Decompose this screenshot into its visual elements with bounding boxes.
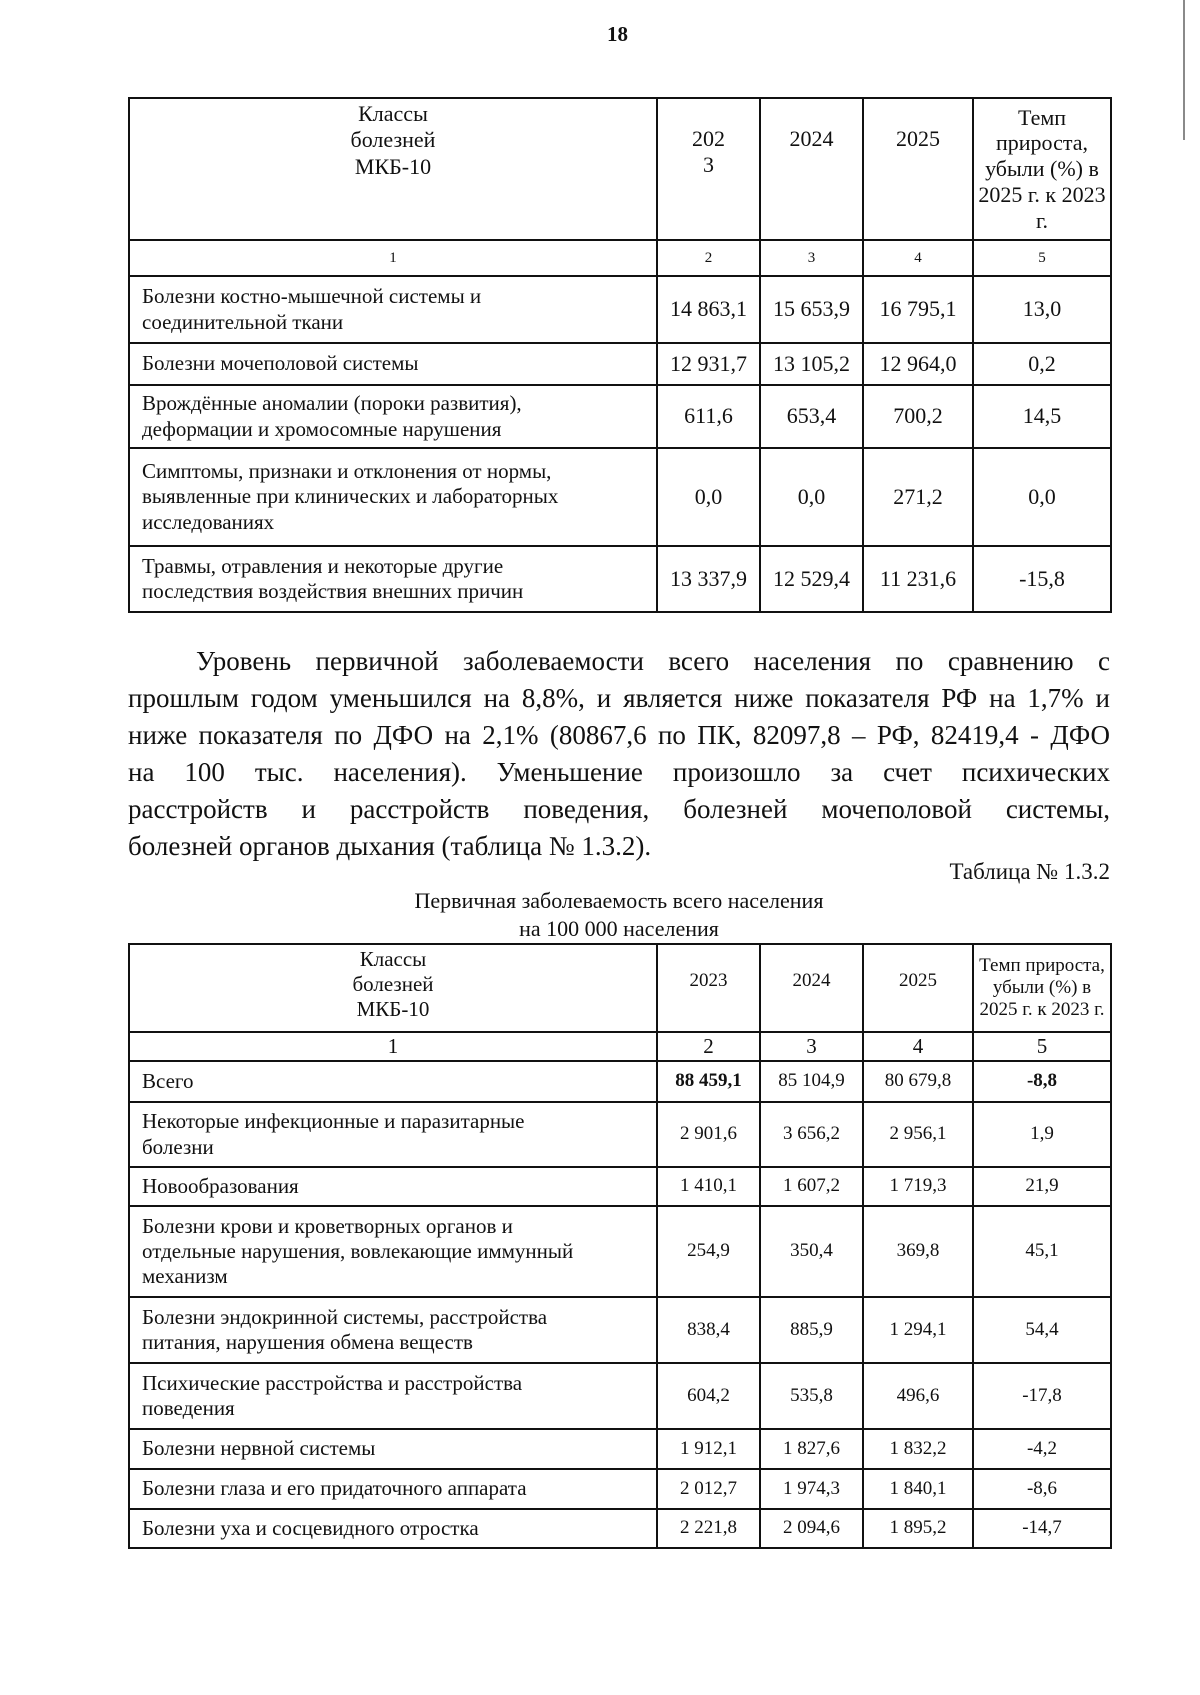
cell-2023: 0,0 — [657, 448, 760, 546]
header-year-2025: 2025 — [863, 944, 973, 1032]
table-row — [129, 1363, 1111, 1429]
column-number: 5 — [973, 1032, 1111, 1061]
name-line: Болезни эндокринной системы, расстройства — [142, 1304, 548, 1329]
header-year-2025: 2025 — [863, 98, 973, 240]
paragraph-line: расстройств и расстройств поведения, болезней мочеполовой системы, — [128, 794, 1110, 824]
row-class-name — [129, 276, 657, 343]
header-growth-rate — [973, 944, 1111, 1032]
name-line: Врождённые аномалии (пороки развития), — [142, 391, 522, 416]
name-line: Новообразования — [142, 1173, 299, 1198]
cell-rate: 45,1 — [973, 1206, 1111, 1297]
cell-2023: 13 337,9 — [657, 546, 760, 612]
cell-rate: -17,8 — [973, 1363, 1111, 1429]
column-number: 4 — [863, 240, 973, 276]
header-line: Классы — [358, 101, 428, 126]
cell-rate: 1,9 — [973, 1102, 1111, 1167]
column-number: 1 — [129, 1032, 657, 1061]
cell-rate: -14,7 — [973, 1509, 1111, 1548]
cell-2025: 1 719,3 — [863, 1167, 973, 1206]
cell-2025: 496,6 — [863, 1363, 973, 1429]
cell-2023: 2 012,7 — [657, 1469, 760, 1509]
name-line: Болезни мочеполовой системы — [142, 351, 419, 376]
header-line: болезней — [352, 972, 434, 997]
name-line: болезни — [142, 1134, 214, 1159]
name-line: Болезни уха и сосцевидного отростка — [142, 1515, 479, 1540]
header-line: Темп прироста, — [979, 955, 1105, 977]
header-line: прироста, — [995, 130, 1088, 156]
name-line: питания, нарушения обмена веществ — [142, 1330, 473, 1354]
name-line: последствия воздействия внешних причин — [142, 579, 524, 603]
column-number: 2 — [657, 240, 760, 276]
caption-line: на 100 000 населения — [519, 916, 719, 941]
cell-2025: 1 294,1 — [863, 1297, 973, 1363]
cell-2025: 1 840,1 — [863, 1469, 973, 1509]
table-row — [129, 1509, 1111, 1548]
table-primary-morbidity — [128, 943, 1112, 1549]
cell-rate: 54,4 — [973, 1297, 1111, 1363]
table-row — [129, 276, 1111, 343]
header-line: Классы — [359, 947, 427, 971]
table-row — [129, 1061, 1111, 1102]
cell-2024: 535,8 — [760, 1363, 863, 1429]
cell-2024: 13 105,2 — [760, 343, 863, 385]
row-class-name — [129, 1102, 657, 1167]
table-row — [129, 1297, 1111, 1363]
cell-2024: 1 827,6 — [760, 1429, 863, 1469]
cell-2024: 653,4 — [760, 385, 863, 448]
table-row — [129, 448, 1111, 546]
row-class-name — [129, 1167, 657, 1206]
row-class-name — [129, 1206, 657, 1297]
column-number: 1 — [129, 240, 657, 276]
cell-2025: 700,2 — [863, 385, 973, 448]
cell-2025: 1 832,2 — [863, 1429, 973, 1469]
table-row — [129, 1102, 1111, 1167]
name-line: механизм — [142, 1264, 228, 1289]
header-growth-rate — [973, 98, 1111, 240]
cell-2023: 838,4 — [657, 1297, 760, 1363]
header-line: 3 — [703, 152, 714, 177]
table-row — [129, 546, 1111, 612]
header-disease-class — [129, 98, 657, 240]
table-disease-classes-continued — [128, 97, 1112, 613]
cell-2023: 14 863,1 — [657, 276, 760, 343]
cell-2024: 1 607,2 — [760, 1167, 863, 1206]
cell-2024: 2 094,6 — [760, 1509, 863, 1548]
name-line: Болезни глаза и его придаточного аппарата — [142, 1476, 527, 1501]
name-line: соединительной ткани — [142, 309, 344, 334]
cell-rate: 14,5 — [973, 385, 1111, 448]
table-row — [129, 343, 1111, 385]
cell-2024: 350,4 — [760, 1206, 863, 1297]
table-row — [129, 1206, 1111, 1297]
cell-2023: 1 912,1 — [657, 1429, 760, 1469]
table-label: Таблица № 1.3.2 — [949, 859, 1110, 884]
cell-2023: 611,6 — [657, 385, 760, 448]
row-class-name — [129, 1363, 657, 1429]
header-year-2023: 2023 — [657, 944, 760, 1032]
header-year-2023 — [657, 98, 760, 240]
cell-2025: 12 964,0 — [863, 343, 973, 385]
table-row — [129, 1429, 1111, 1469]
name-line: деформации и хромосомные нарушения — [142, 416, 502, 441]
column-number: 4 — [863, 1032, 973, 1061]
paragraph-line: Уровень первичной заболеваемости всего населения по сравнению с — [196, 646, 1110, 676]
column-number-row — [129, 240, 1111, 276]
table-header-row — [129, 944, 1111, 1032]
row-class-name — [129, 385, 657, 448]
header-line: болезней — [350, 127, 436, 153]
body-paragraph — [128, 643, 1110, 865]
cell-2023: 12 931,7 — [657, 343, 760, 385]
name-line: исследованиях — [142, 509, 275, 534]
caption-line: Первичная заболеваемость всего населения — [414, 888, 824, 913]
table-row — [129, 1167, 1111, 1206]
row-class-name — [129, 1469, 657, 1509]
row-class-name — [129, 1509, 657, 1548]
table-header-row — [129, 98, 1111, 240]
cell-2024: 12 529,4 — [760, 546, 863, 612]
cell-2024: 885,9 — [760, 1297, 863, 1363]
header-year-2024: 2024 — [760, 98, 863, 240]
cell-2024: 15 653,9 — [760, 276, 863, 343]
name-line: выявленные при клинических и лабораторных — [142, 484, 559, 509]
cell-2024: 85 104,9 — [760, 1061, 863, 1102]
cell-rate: -8,6 — [973, 1469, 1111, 1509]
cell-rate: -15,8 — [973, 546, 1111, 612]
cell-2025: 1 895,2 — [863, 1509, 973, 1548]
column-number: 5 — [973, 240, 1111, 276]
cell-2025: 271,2 — [863, 448, 973, 546]
cell-2023: 1 410,1 — [657, 1167, 760, 1206]
column-number: 3 — [760, 240, 863, 276]
cell-2023: 604,2 — [657, 1363, 760, 1429]
column-number: 3 — [760, 1032, 863, 1061]
cell-2023: 254,9 — [657, 1206, 760, 1297]
header-line: 2025 г. к 2023 — [978, 181, 1106, 207]
column-number: 2 — [657, 1032, 760, 1061]
name-line: отдельные нарушения, вовлекающие иммунный — [142, 1238, 574, 1263]
name-line: Болезни крови и кроветворных органов и — [142, 1213, 513, 1238]
paragraph-line: прошлым годом уменьшился на 8,8%, и является ниже показателя РФ на 1,7% и — [128, 683, 1110, 713]
cell-2025: 2 956,1 — [863, 1102, 973, 1167]
cell-rate: 0,0 — [973, 448, 1111, 546]
header-line: Темп — [1017, 104, 1067, 130]
name-line: Всего — [142, 1068, 194, 1093]
cell-rate: 13,0 — [973, 276, 1111, 343]
header-line: г. — [1035, 207, 1049, 233]
name-line: поведения — [142, 1396, 235, 1420]
header-year-2024: 2024 — [760, 944, 863, 1032]
name-line: Болезни нервной системы — [142, 1436, 376, 1461]
cell-2025: 16 795,1 — [863, 276, 973, 343]
cell-2024: 1 974,3 — [760, 1469, 863, 1509]
name-line: Психические расстройства и расстройства — [142, 1370, 523, 1395]
header-line: 2025 г. к 2023 г. — [979, 998, 1105, 1020]
table-row — [129, 385, 1111, 448]
cell-2023: 2 901,6 — [657, 1102, 760, 1167]
cell-2024: 0,0 — [760, 448, 863, 546]
cell-2023: 2 221,8 — [657, 1509, 760, 1548]
name-line: Некоторые инфекционные и паразитарные — [142, 1109, 525, 1134]
cell-2023: 88 459,1 — [657, 1061, 760, 1102]
cell-2024: 3 656,2 — [760, 1102, 863, 1167]
name-line: Болезни костно-мышечной системы и — [142, 284, 482, 309]
row-class-name — [129, 1429, 657, 1469]
header-line: убыли (%) в — [992, 977, 1092, 999]
paragraph-line: ниже показателя по ДФО на 2,1% (80867,6 по ПК, 82097,8 – РФ, 82419,4 - ДФО — [128, 720, 1110, 750]
header-disease-class — [129, 944, 657, 1032]
cell-rate: 21,9 — [973, 1167, 1111, 1206]
table-caption — [128, 887, 1110, 943]
paragraph-line: болезней органов дыхания (таблица № 1.3.2). — [128, 831, 652, 861]
column-number-row — [129, 1032, 1111, 1061]
row-class-name — [129, 448, 657, 546]
scan-page-edge — [1183, 0, 1185, 140]
header-line: убыли (%) в — [985, 156, 1099, 182]
row-class-name — [129, 343, 657, 385]
name-line: Травмы, отравления и некоторые другие — [142, 553, 504, 578]
row-class-name — [129, 1297, 657, 1363]
cell-2025: 80 679,8 — [863, 1061, 973, 1102]
paragraph-line: на 100 тыс. населения). Уменьшение произошло за счет психических — [128, 757, 1110, 787]
cell-2025: 11 231,6 — [863, 546, 973, 612]
cell-2025: 369,8 — [863, 1206, 973, 1297]
table-row — [129, 1469, 1111, 1509]
row-class-name — [129, 1061, 657, 1102]
header-line: 202 — [692, 125, 725, 151]
header-line: МКБ-10 — [354, 153, 432, 179]
row-class-name — [129, 546, 657, 612]
cell-rate: 0,2 — [973, 343, 1111, 385]
name-line: Симптомы, признаки и отклонения от нормы, — [142, 459, 552, 484]
page-number: 18 — [607, 22, 628, 46]
cell-rate: -8,8 — [973, 1061, 1111, 1102]
cell-rate: -4,2 — [973, 1429, 1111, 1469]
header-line: МКБ-10 — [356, 997, 430, 1022]
